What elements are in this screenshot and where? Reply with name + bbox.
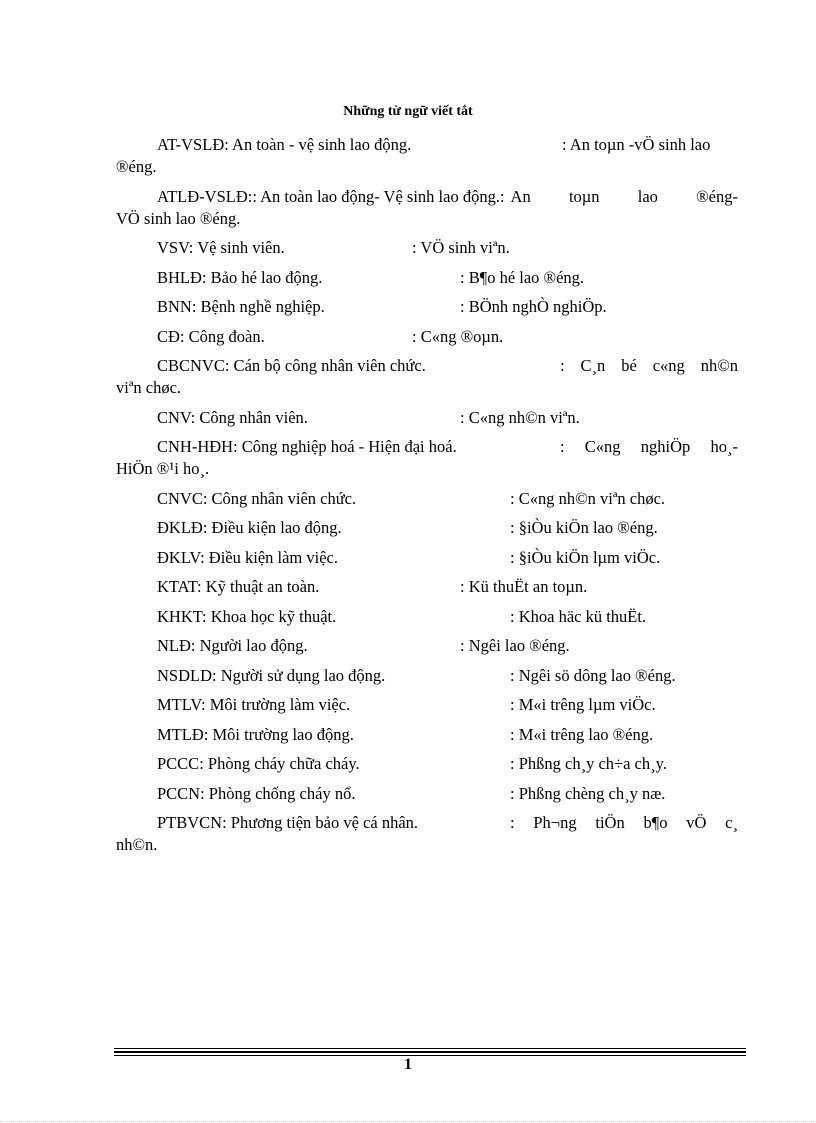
abbreviation-text: VSV: Vệ sinh viên. — [157, 238, 285, 257]
abbreviation-legacy-text: : BÖnh nghÒ nghiÖp. — [460, 297, 607, 316]
abbreviation-entry — [116, 812, 738, 856]
abbreviation-legacy-text: : C«ng nh©n viªn. — [460, 407, 580, 427]
abbreviation-legacy-text: : Ngêi sö dông lao ®éng. — [510, 665, 676, 685]
abbreviation-legacy-text: : B¶o hé lao ®éng. — [460, 267, 585, 287]
abbreviation-text: CNH-HĐH: Công nghiệp hoá - Hiện đại hoá. — [157, 437, 457, 456]
abbreviation-legacy-text: : Kü thuËt an toµn. — [460, 577, 588, 596]
abbreviation-text: BNN: Bệnh nghề nghiệp. — [157, 297, 325, 316]
abbreviation-text: CĐ: Công đoàn. — [157, 326, 265, 346]
abbreviation-entry — [116, 665, 738, 687]
abbreviation-legacy-text: : M«i trêng lµm viÖc. — [510, 695, 656, 714]
footer-rule-middle — [114, 1051, 746, 1053]
abbreviation-text: KTAT: Kỹ thuật an toàn. — [157, 577, 320, 596]
abbreviation-continuation: VÖ sinh lao ®éng. — [116, 208, 241, 228]
abbreviation-legacy-text: : C«ng nghiÖp ho¸- — [560, 437, 738, 456]
abbreviation-entry — [116, 237, 738, 259]
abbreviation-list — [116, 134, 738, 864]
abbreviation-entry — [116, 547, 738, 569]
footer-rule-top — [114, 1048, 746, 1049]
abbreviation-text: ATLĐ-VSLĐ:: An toàn lao động- Vệ sinh lao động.: — [157, 186, 505, 206]
abbreviation-entry — [116, 724, 738, 746]
abbreviation-text: BHLĐ: Bảo hé lao động. — [157, 267, 323, 287]
abbreviation-legacy-text: : C«ng ®oµn. — [412, 326, 504, 346]
abbreviation-text: PTBVCN: Phương tiện bảo vệ cá nhân. — [157, 813, 419, 832]
abbreviation-text: NSDLD: Người sử dụng lao động. — [157, 665, 386, 685]
abbreviation-text: ĐKLV: Điều kiện làm việc. — [157, 547, 339, 567]
abbreviation-text: CNVC: Công nhân viên chức. — [157, 488, 357, 508]
abbreviation-text: CBCNVC: Cán bộ công nhân viên chức. — [157, 356, 426, 375]
abbreviation-legacy-text: : §iÒu kiÖn lao ®éng. — [510, 518, 658, 537]
abbreviation-entry — [116, 326, 738, 348]
abbreviation-entry — [116, 296, 738, 318]
abbreviation-continuation: ®éng. — [116, 157, 157, 176]
abbreviation-text: PCCC: Phòng cháy chữa cháy. — [157, 754, 360, 773]
abbreviation-legacy-text: : Ph¬ng tiÖn b¶o vÖ c¸ — [510, 813, 738, 832]
abbreviation-legacy-text: : VÖ sinh viªn. — [412, 238, 510, 257]
abbreviation-entry — [116, 635, 738, 657]
abbreviation-legacy-text: : Khoa häc kü thuËt. — [510, 606, 647, 626]
abbreviation-entry — [116, 694, 738, 716]
abbreviation-entry — [116, 186, 738, 230]
abbreviation-entry — [116, 576, 738, 598]
abbreviation-entry — [116, 517, 738, 539]
abbreviation-legacy-text: : Phßng chèng ch¸y næ. — [510, 783, 666, 803]
abbreviation-entry — [116, 407, 738, 429]
abbreviation-legacy-text: : C¸n bé c«ng nh©n — [560, 356, 738, 375]
abbreviation-continuation: HiÖn ®¹i ho¸. — [116, 459, 210, 478]
page-edge-divider — [0, 1121, 816, 1122]
abbreviation-text: AT-VSLĐ: An toàn - vệ sinh lao động. — [157, 135, 412, 154]
abbreviation-legacy-text: : Ngêi lao ®éng. — [460, 636, 570, 655]
abbreviation-entry — [116, 134, 738, 178]
abbreviation-legacy-text: : An toµn -vÖ sinh lao — [562, 135, 711, 154]
page-title: Những từ ngữ viết tắt — [343, 104, 473, 119]
abbreviation-entry — [116, 488, 738, 510]
abbreviation-legacy-text: : §iÒu kiÖn lµm viÖc. — [510, 547, 661, 567]
abbreviation-text: PCCN: Phòng chống cháy nổ. — [157, 783, 356, 803]
abbreviation-continuation: nh©n. — [116, 835, 158, 854]
page-number: 1 — [404, 1056, 412, 1073]
abbreviation-text: MTLV: Môi trường làm việc. — [157, 695, 351, 714]
abbreviation-text: KHKT: Khoa học kỹ thuật. — [157, 606, 337, 626]
abbreviation-entry — [116, 267, 738, 289]
abbreviation-legacy-text: : M«i trêng lao ®éng. — [510, 724, 654, 744]
abbreviation-legacy-text: An toµn lao ®éng- — [510, 186, 738, 206]
abbreviation-entry — [116, 355, 738, 399]
abbreviation-entry — [116, 783, 738, 805]
abbreviation-text: ĐKLĐ: Điều kiện lao động. — [157, 518, 342, 537]
abbreviation-entry — [116, 436, 738, 480]
abbreviation-entry — [116, 753, 738, 775]
abbreviation-entry — [116, 606, 738, 628]
abbreviation-text: NLĐ: Người lao động. — [157, 636, 308, 655]
abbreviation-continuation: viªn chøc. — [116, 378, 182, 397]
abbreviation-text: CNV: Công nhân viên. — [157, 407, 308, 427]
abbreviation-legacy-text: : Phßng ch¸y ch÷a ch¸y. — [510, 754, 667, 773]
abbreviation-legacy-text: : C«ng nh©n viªn chøc. — [510, 488, 666, 508]
abbreviation-text: MTLĐ: Môi trường lao động. — [157, 724, 354, 744]
